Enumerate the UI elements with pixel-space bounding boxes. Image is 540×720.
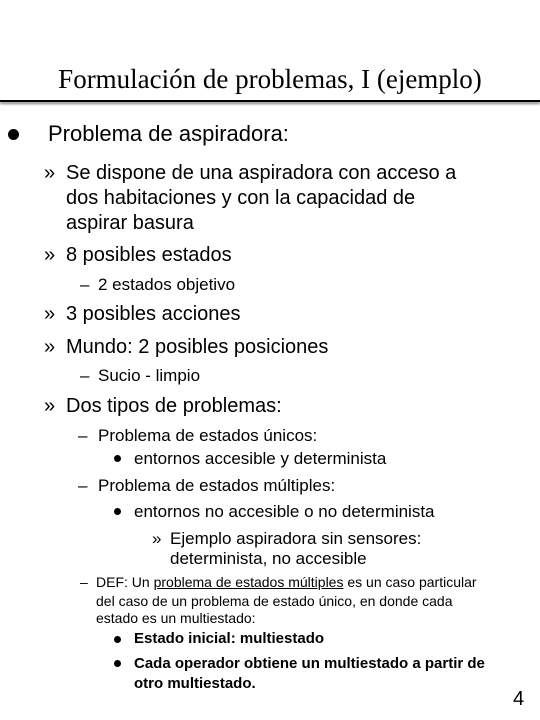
definition-suffix: es un caso particular xyxy=(343,574,477,590)
bullet-text: aspirar basura xyxy=(66,212,194,234)
definition-line xyxy=(96,574,477,590)
bullet-text: Mundo: 2 posibles posiciones xyxy=(66,336,329,358)
example-text: determinista, no accesible xyxy=(170,549,367,568)
dash-marker: – xyxy=(80,275,90,294)
bullet-marker: » xyxy=(44,244,56,266)
definition-term: problema de estados múltiples xyxy=(153,574,344,590)
definition-item: otro multiestado. xyxy=(134,675,256,692)
example-text: Ejemplo aspiradora sin sensores: xyxy=(170,529,422,548)
dash-marker: – xyxy=(80,574,88,590)
dash-marker: – xyxy=(80,366,90,385)
definition-line: del caso de un problema de estado único, en donde cada xyxy=(96,593,453,609)
definition-line: estado es un multiestado: xyxy=(96,610,256,626)
heading-text: Problema de aspiradora: xyxy=(48,121,289,146)
sub-bullet-text: Sucio - limpio xyxy=(98,366,201,385)
dash-marker: – xyxy=(78,476,88,495)
bullet-marker: » xyxy=(44,336,56,358)
dash-marker: – xyxy=(78,426,88,445)
bullet-text: Se dispone de una aspiradora con acceso a xyxy=(66,162,457,184)
sub-sub-bullet-text: entornos accesible y determinista xyxy=(134,449,387,468)
title-divider xyxy=(0,100,540,102)
bullet-text: 3 posibles acciones xyxy=(66,303,241,325)
small-bullet-icon xyxy=(114,455,121,462)
bullet-text: dos habitaciones y con la capacidad de xyxy=(66,187,416,209)
heading-bullet-icon xyxy=(8,129,19,140)
bullet-text: Dos tipos de problemas: xyxy=(66,395,282,417)
sub-bullet-text: 2 estados objetivo xyxy=(98,275,236,294)
bullet-marker: » xyxy=(44,303,56,325)
sub-bullet-text: Problema de estados múltiples: xyxy=(98,476,336,495)
definition-prefix: DEF: Un xyxy=(96,574,154,590)
small-bullet-icon xyxy=(114,636,121,643)
slide-title: Formulación de problemas, I (ejemplo) xyxy=(58,64,482,94)
bullet-marker: » xyxy=(44,395,56,417)
bullet-marker: » xyxy=(152,529,162,548)
bullet-text: 8 posibles estados xyxy=(66,244,232,266)
sub-sub-bullet-text: entornos no accesible o no determinista xyxy=(134,502,435,521)
definition-item: Cada operador obtiene un multiestado a partir de xyxy=(134,655,485,672)
small-bullet-icon xyxy=(114,660,121,667)
bullet-marker: » xyxy=(44,162,56,184)
sub-bullet-text: Problema de estados únicos: xyxy=(98,426,318,445)
small-bullet-icon xyxy=(114,508,121,515)
page-number: 4 xyxy=(513,688,525,710)
definition-item: Estado inicial: multiestado xyxy=(134,630,325,647)
